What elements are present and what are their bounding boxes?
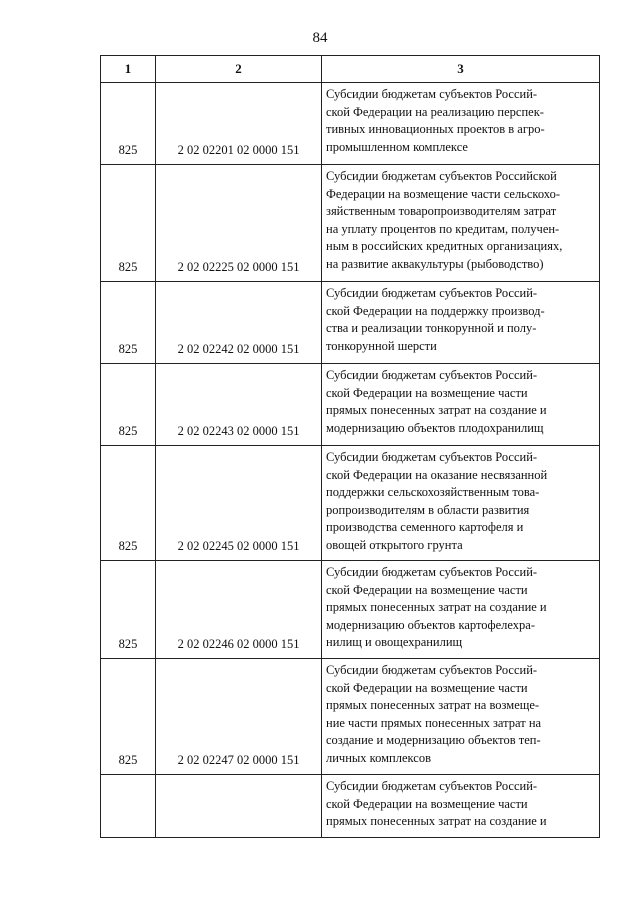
description-line: Субсидии бюджетам субъектов Россий- (326, 663, 538, 677)
budget-code-cell: 2 02 02242 02 0000 151 (156, 282, 322, 364)
admin-code-cell: 825 (101, 659, 156, 775)
description-line: ние части прямых понесенных затрат на (326, 715, 542, 730)
budget-codes-table (100, 55, 600, 838)
budget-code-cell: 2 02 02243 02 0000 151 (156, 364, 322, 446)
admin-code-cell: 825 (101, 282, 156, 364)
description-cell (322, 165, 600, 282)
table-row (101, 83, 600, 165)
table-row (101, 659, 600, 775)
description-cell (322, 282, 600, 364)
column-header-1: 1 (101, 56, 156, 83)
description-line: Субсидии бюджетам субъектов Россий- (326, 565, 538, 579)
admin-code-cell: 825 (101, 83, 156, 165)
column-header-3: 3 (322, 56, 600, 83)
admin-code-cell (101, 775, 156, 838)
admin-code-cell: 825 (101, 165, 156, 282)
admin-code-cell: 825 (101, 364, 156, 446)
description-line: личных комплексов (326, 750, 431, 765)
description-line: модернизацию объектов картофелехра- (326, 617, 536, 632)
description-cell (322, 364, 600, 446)
page-number: 84 (312, 30, 328, 46)
budget-code-cell: 2 02 02245 02 0000 151 (156, 446, 322, 561)
description-cell (322, 659, 600, 775)
admin-code-cell: 825 (101, 561, 156, 659)
budget-code-cell: 2 02 02201 02 0000 151 (156, 83, 322, 165)
description-line: прямых понесенных затрат на создание и (326, 814, 547, 828)
table-header-row (101, 56, 600, 83)
column-header-2: 2 (156, 56, 322, 83)
description-cell (322, 446, 600, 561)
description-line: ской Федерации на оказание несвязанной (326, 467, 548, 482)
description-line: создание и модернизацию объектов теп- (326, 733, 541, 747)
description-line: ской Федерации на реализацию перспек- (326, 104, 544, 119)
description-line: прямых понесенных затрат на создание и (326, 403, 547, 417)
description-line: прямых понесенных затрат на возмеще- (326, 698, 540, 712)
description-line: Субсидии бюджетам субъектов Россий- (326, 368, 538, 382)
description-line: Субсидии бюджетам субъектов Российской (326, 169, 557, 183)
description-line: ской Федерации на возмещение части (326, 385, 528, 400)
description-line: производства семенного картофеля и (326, 520, 524, 534)
description-cell (322, 83, 600, 165)
description-line: ской Федерации на возмещение части (326, 680, 528, 695)
admin-code-cell: 825 (101, 446, 156, 561)
budget-code-cell (156, 775, 322, 838)
description-line: ства и реализации тонкорунной и полу- (326, 321, 537, 335)
description-line: Субсидии бюджетам субъектов Россий- (326, 87, 538, 101)
description-line: овощей открытого грунта (326, 537, 463, 552)
description-line: Субсидии бюджетам субъектов Россий- (326, 779, 538, 793)
budget-code-cell: 2 02 02246 02 0000 151 (156, 561, 322, 659)
description-line: ропроизводителям в области развития (326, 502, 530, 517)
description-line: Федерации на возмещение части сельскохо- (326, 186, 560, 201)
description-line: Субсидии бюджетам субъектов Россий- (326, 286, 538, 300)
description-line: на развитие аквакультуры (рыбоводство) (326, 256, 544, 271)
description-line: тивных инновационных проектов в агро- (326, 122, 545, 136)
description-line: промышленном комплексе (326, 139, 468, 154)
table-row (101, 364, 600, 446)
budget-code-cell: 2 02 02225 02 0000 151 (156, 165, 322, 282)
description-line: нилищ и овощехранилищ (326, 635, 463, 649)
description-cell (322, 561, 600, 659)
description-line: тонкорунной шерсти (326, 338, 437, 353)
description-line: прямых понесенных затрат на создание и (326, 600, 547, 614)
description-line: модернизацию объектов плодохранилищ (326, 420, 544, 435)
description-line: ской Федерации на поддержку производ- (326, 303, 545, 318)
table-row (101, 446, 600, 561)
table-row (101, 561, 600, 659)
description-line: зяйственным товаропроизводителям затрат (326, 204, 557, 218)
description-cell (322, 775, 600, 838)
table-row (101, 775, 600, 838)
description-line: ской Федерации на возмещение части (326, 796, 528, 811)
description-line: на уплату процентов по кредитам, получен- (326, 221, 560, 236)
description-line: Субсидии бюджетам субъектов Россий- (326, 450, 538, 464)
description-line: поддержки сельскохозяйственным това- (326, 485, 540, 499)
table-row (101, 282, 600, 364)
table-row (101, 165, 600, 282)
budget-code-cell: 2 02 02247 02 0000 151 (156, 659, 322, 775)
description-line: ным в российских кредитных организациях, (326, 239, 563, 253)
description-line: ской Федерации на возмещение части (326, 582, 528, 597)
